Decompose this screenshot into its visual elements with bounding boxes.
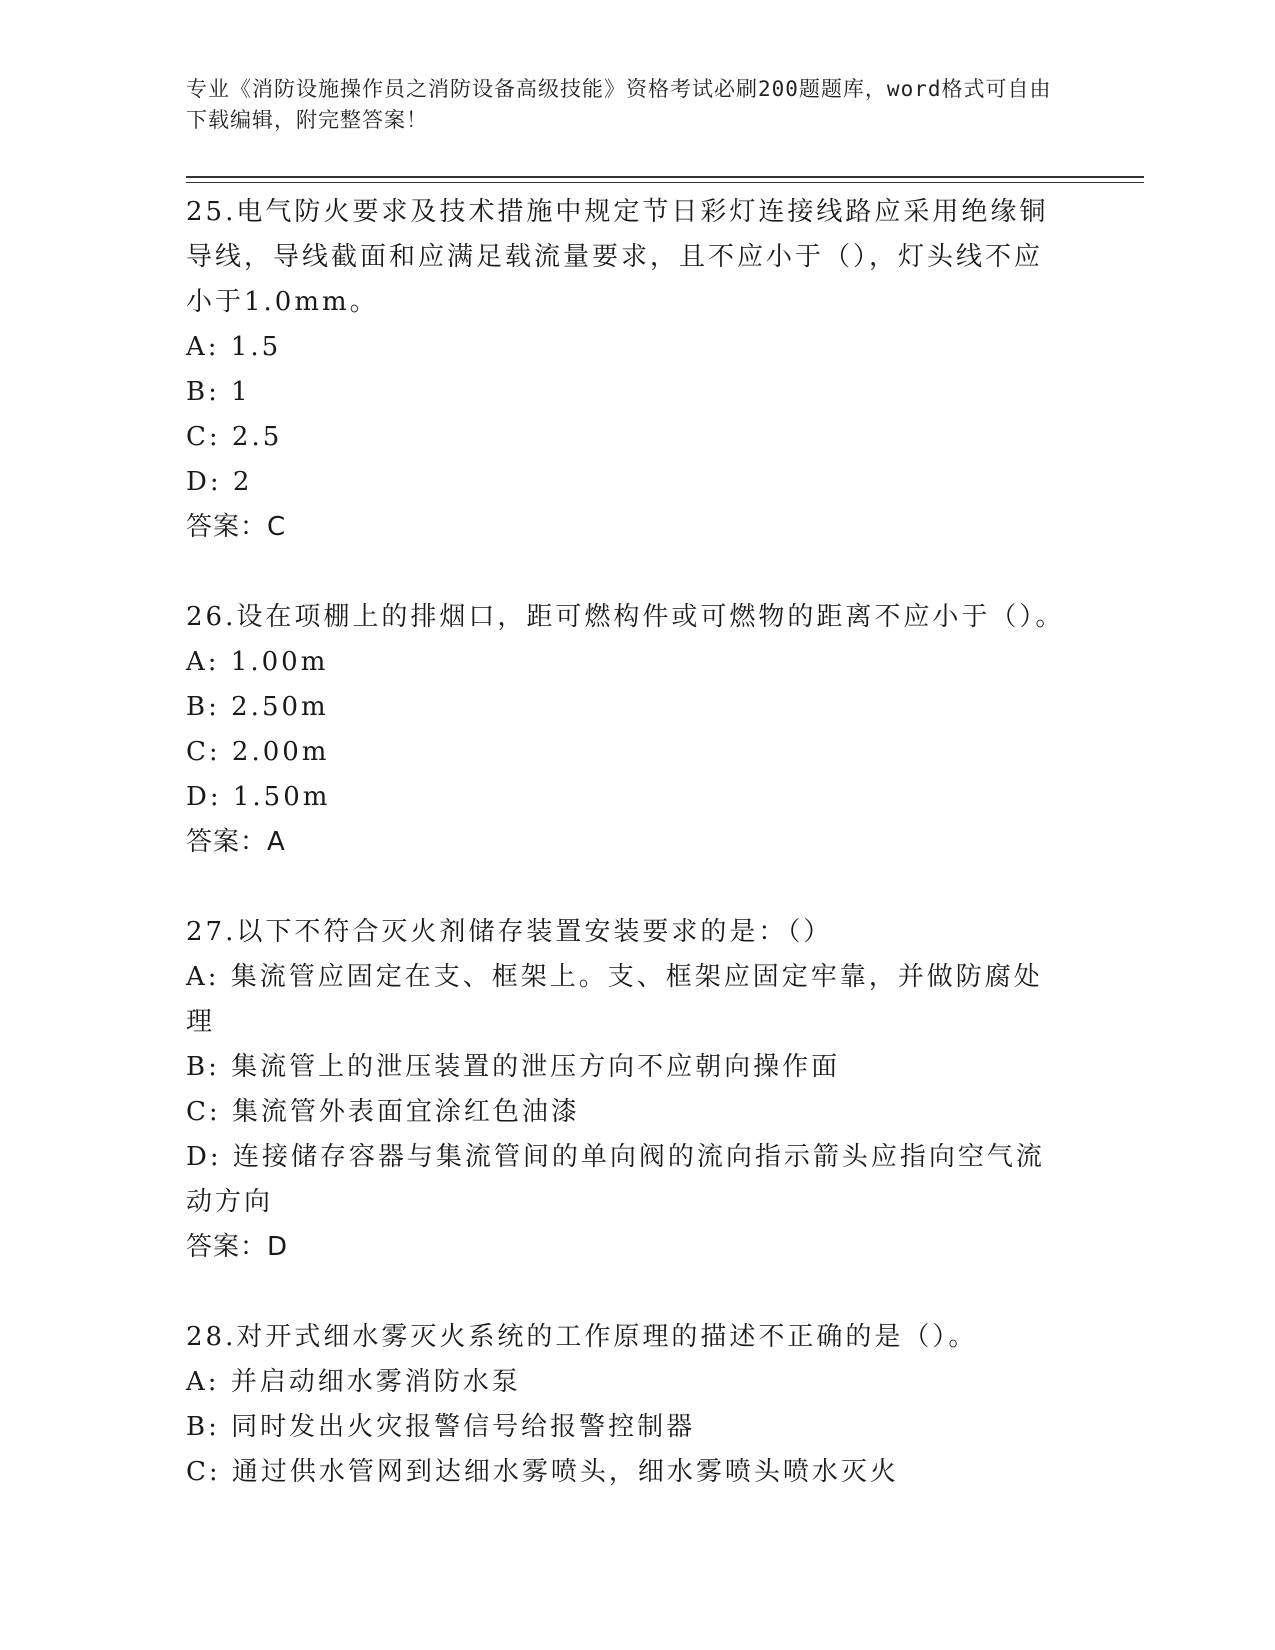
option-a: A: 集流管应固定在支、框架上。支、框架应固定牢靠，并做防腐处理 — [186, 962, 1043, 1037]
option-c: C: 通过供水管网到达细水雾喷头，细水雾喷头喷水灭火 — [186, 1457, 899, 1487]
answer: 答案：D — [186, 1232, 289, 1262]
option-a: A: 1.00m — [186, 647, 329, 677]
answer: 答案：C — [186, 512, 287, 542]
question-stem: 25.电气防火要求及技术措施中规定节日彩灯连接线路应采用绝缘铜导线，导线截面和应满足载流量要求，且不应小于（），灯头线不应小于1.0mm。 — [186, 197, 1049, 317]
document-header: 专业《消防设施操作员之消防设备高级技能》资格考试必刷200题题库，word格式可自由下载编辑，附完整答案！ — [186, 77, 1052, 132]
option-c: C: 集流管外表面宜涂红色油漆 — [186, 1097, 580, 1127]
header-divider-thick — [186, 176, 1144, 178]
option-a: A: 并启动细水雾消防水泵 — [186, 1367, 521, 1397]
option-d: D: 1.50m — [186, 782, 331, 812]
answer: 答案：A — [186, 827, 286, 857]
question-stem: 26.设在项棚上的排烟口，距可燃构件或可燃物的距离不应小于（）。 — [186, 602, 1065, 632]
option-b: B: 1 — [186, 377, 251, 407]
question-list — [186, 190, 1066, 1495]
question-26 — [186, 595, 1066, 865]
question-27 — [186, 910, 1066, 1270]
option-b: B: 集流管上的泄压装置的泄压方向不应朝向操作面 — [186, 1052, 841, 1082]
question-25 — [186, 190, 1066, 550]
option-b: B: 2.50m — [186, 692, 329, 722]
option-c: C: 2.5 — [186, 422, 283, 452]
option-b: B: 同时发出火灾报警信号给报警控制器 — [186, 1412, 696, 1442]
option-d: D: 2 — [186, 467, 253, 497]
option-c: C: 2.00m — [186, 737, 330, 767]
question-stem: 28.对开式细水雾灭火系统的工作原理的描述不正确的是（）。 — [186, 1322, 978, 1352]
option-a: A: 1.5 — [186, 332, 282, 362]
question-stem: 27.以下不符合灭火剂储存装置安装要求的是：（） — [186, 917, 833, 947]
question-28 — [186, 1315, 1066, 1495]
header-divider-thin — [186, 182, 1144, 183]
option-d: D: 连接储存容器与集流管间的单向阀的流向指示箭头应指向空气流动方向 — [186, 1142, 1045, 1217]
